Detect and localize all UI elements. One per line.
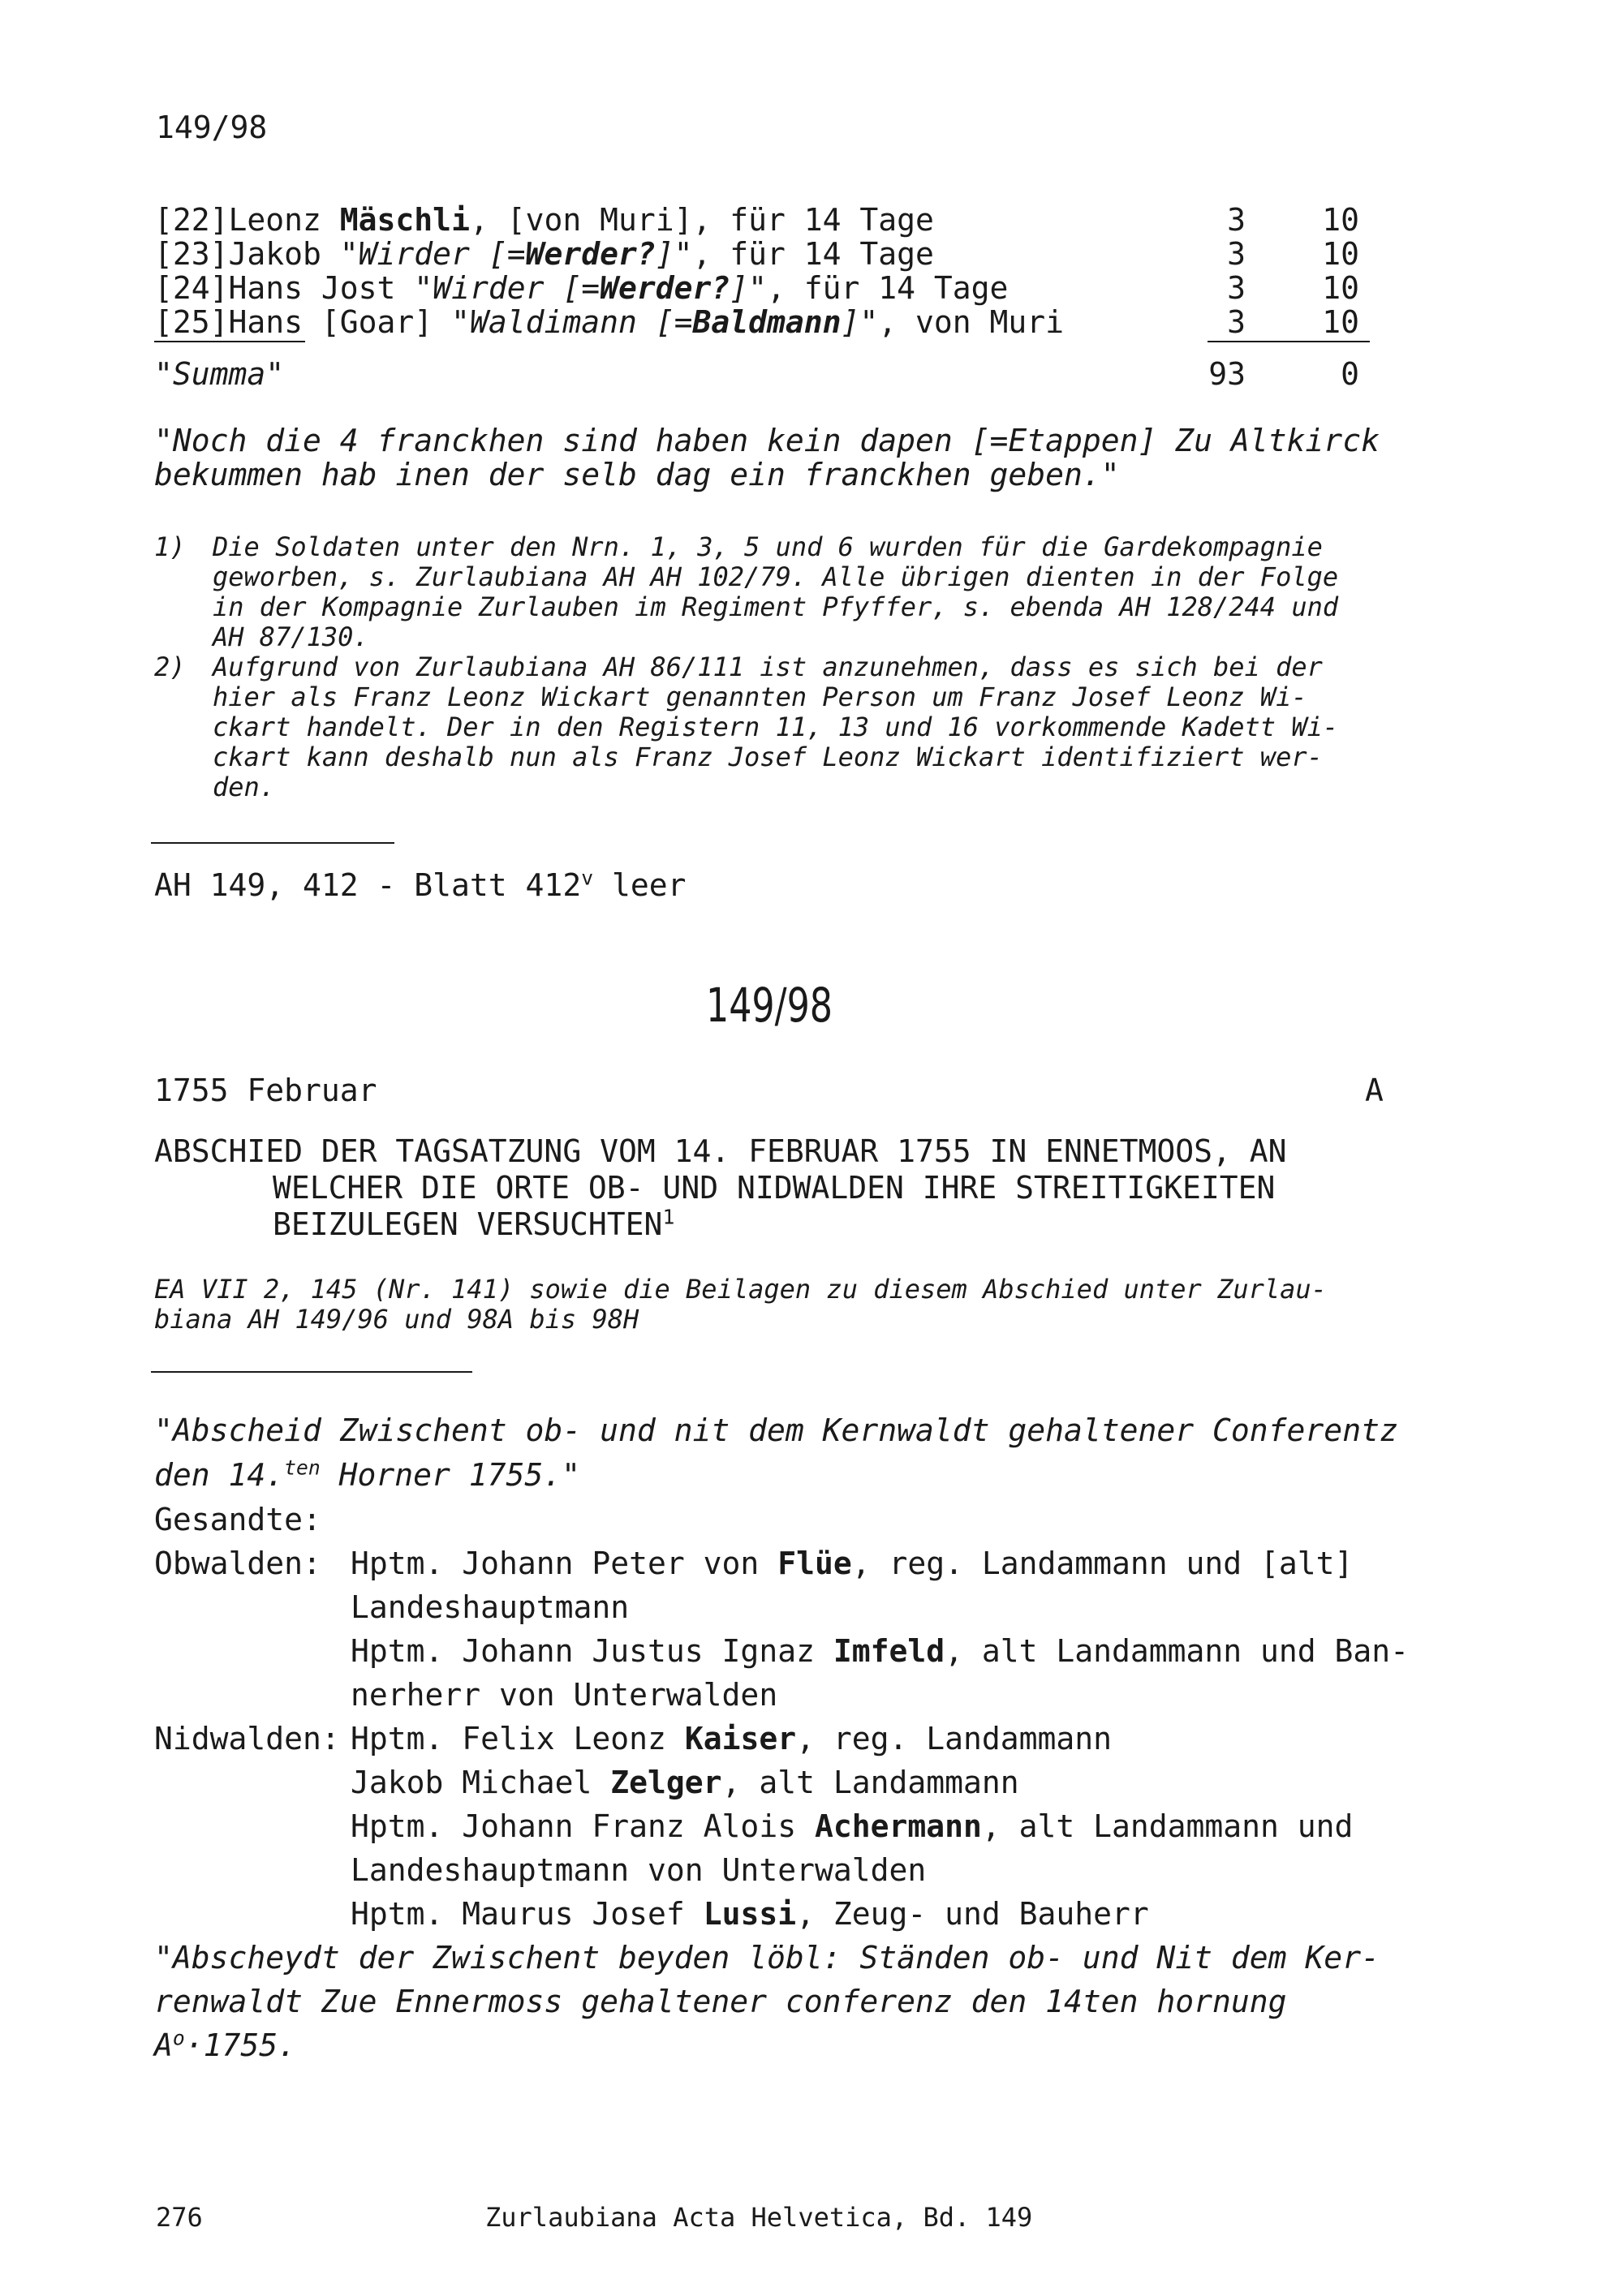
reference-line: EA VII 2, 145 (Nr. 141) sowie die Beilagen zu diesem Abschied unter Zurlau- <box>154 1274 1327 1305</box>
running-header: 149/98 <box>156 110 268 145</box>
delegate-entry: Landeshauptmann <box>351 1589 630 1625</box>
quote-line: renwaldt Zue Ennermoss gehaltener conferenz den 14ten hornung <box>154 1984 1287 2019</box>
document-title: WELCHER DIE ORTE OB- UND NIDWALDEN IHRE STREITIGKEITEN <box>273 1170 1276 1206</box>
delegate-entry: Hptm. Johann Justus Ignaz Imfeld, alt Landammann und Ban- <box>351 1633 1410 1669</box>
page-number: 276 <box>156 2202 203 2233</box>
reference-line: biana AH 149/96 und 98A bis 98H <box>154 1304 639 1335</box>
quote-line: "Noch die 4 franckhen sind haben kein dapen [=Etappen] Zu Altkirck <box>154 423 1380 458</box>
amount-cell: 10 <box>1322 270 1359 306</box>
summa-value: 93 <box>1208 356 1246 392</box>
document-date: 1755 Februar <box>154 1073 377 1108</box>
table-row: [22]Leonz Mäschli, [von Muri], für 14 Tage <box>154 202 934 238</box>
summa-label: "Summa" <box>154 356 285 392</box>
amount-cell: 3 <box>1227 304 1246 340</box>
delegate-entry: Hptm. Maurus Josef Lussi, Zeug- und Bauherr <box>351 1896 1149 1932</box>
document-type: A <box>1365 1073 1384 1108</box>
amount-cell: 10 <box>1322 202 1359 238</box>
section-rule <box>151 842 394 844</box>
document-heading: 149/98 <box>706 978 833 1033</box>
footnote-mark: 2) <box>154 651 186 682</box>
table-row: [23]Jakob "Wirder [=Werder?]", für 14 Tage <box>154 236 934 272</box>
delegate-entry: Landeshauptmann von Unterwalden <box>351 1852 927 1888</box>
source-line: AH 149, 412 - Blatt 412$^v$ leer <box>154 866 687 903</box>
section-rule <box>151 1371 472 1373</box>
document-title: ABSCHIED DER TAGSATZUNG VOM 14. FEBRUAR 1755 IN ENNETMOOS, AN <box>154 1133 1287 1169</box>
delegate-entry: Hptm. Felix Leonz Kaiser, reg. Landammann <box>351 1721 1113 1756</box>
quote-line: "Abscheydt der Zwischent beyden löbl: Ständen ob- und Nit dem Ker- <box>154 1940 1380 1976</box>
document-title: BEIZULEGEN VERSUCHTEN$^1$ <box>273 1205 675 1242</box>
publication-title: Zurlaubiana Acta Helvetica, Bd. 149 <box>485 2202 1033 2233</box>
quote-line: den 14.$^{ten}$ Horner 1755." <box>154 1455 581 1493</box>
canton-label-nidwalden: Nidwalden: <box>154 1721 340 1756</box>
footnote-mark: 1) <box>154 531 186 562</box>
delegate-entry: nerherr von Unterwalden <box>351 1677 778 1713</box>
sum-rule <box>1208 341 1370 342</box>
table-row: [24]Hans Jost "Wirder [=Werder?]", für 14 Tage <box>154 270 1009 306</box>
amount-cell: 10 <box>1322 304 1359 340</box>
gesandte-label: Gesandte: <box>154 1502 321 1537</box>
amount-cell: 3 <box>1227 270 1246 306</box>
amount-cell: 3 <box>1227 202 1246 238</box>
delegate-entry: Hptm. Johann Franz Alois Achermann, alt Landammann und <box>351 1808 1354 1844</box>
canton-label-obwalden: Obwalden: <box>154 1546 321 1581</box>
amount-cell: 3 <box>1227 236 1246 272</box>
amount-cell: 10 <box>1322 236 1359 272</box>
row-underline <box>154 341 305 342</box>
delegate-entry: Jakob Michael Zelger, alt Landammann <box>351 1765 1019 1800</box>
table-row: [25]Hans [Goar] "Waldimann [=Baldmann]", von Muri <box>154 304 1065 340</box>
quote-line: "Abscheid Zwischent ob- und nit dem Kernwaldt gehaltener Conferentz <box>154 1412 1398 1448</box>
quote-line: bekummen hab inen der selb dag ein franckhen geben." <box>154 457 1120 492</box>
quote-line: $A^o\cdot 1755$. <box>154 2026 297 2063</box>
summa-value: 0 <box>1341 356 1359 392</box>
delegate-entry: Hptm. Johann Peter von Flüe, reg. Landammann und [alt] <box>351 1546 1354 1581</box>
